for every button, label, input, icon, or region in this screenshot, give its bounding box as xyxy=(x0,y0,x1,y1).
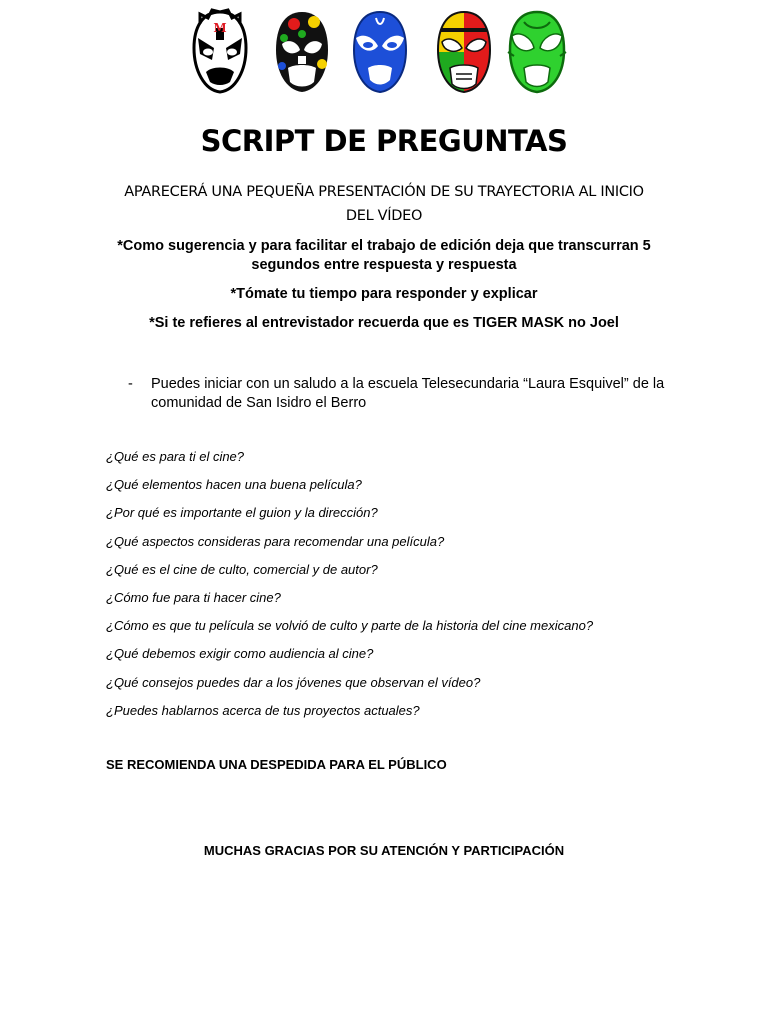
note-interviewer-name: *Si te refieres al entrevistador recuerda que es TIGER MASK no Joel xyxy=(149,315,619,331)
multicolor-spotted-wrestling-mask-icon xyxy=(272,8,332,96)
note-editing-suggestion: *Como sugerencia y para facilitar el trabajo de edición deja que transcurran 5 segundos entre respuesta y respuesta xyxy=(117,238,651,273)
bullet-text: Puedes iniciar con un saludo a la escuela Telesecundaria “Laura Esquivel” de la comunidad de San Isidro el Berro xyxy=(151,376,665,411)
question-item: ¿Qué elementos hacen una buena película? xyxy=(106,477,362,493)
intro-line-2: DEL VÍDEO xyxy=(345,208,423,224)
header-mask-images xyxy=(0,8,768,98)
green-wrestling-mask-icon xyxy=(504,8,570,96)
question-item: ¿Qué aspectos consideras para recomendar una película? xyxy=(106,533,445,549)
blue-wrestling-mask-icon xyxy=(350,8,410,96)
question-item: ¿Cómo fue para ti hacer cine? xyxy=(106,589,281,605)
white-black-wrestling-mask-icon xyxy=(190,8,250,96)
question-item: ¿Qué debemos exigir como audiencia al cine? xyxy=(106,646,374,662)
quartered-wrestling-mask-icon xyxy=(434,8,494,96)
question-item: ¿Qué es el cine de culto, comercial y de autor? xyxy=(106,561,378,577)
bullet-dash: - xyxy=(128,376,133,392)
question-item: ¿Puedes hablarnos acerca de tus proyectos actuales? xyxy=(106,702,420,718)
thanks-message: MUCHAS GRACIAS POR SU ATENCIÓN Y PARTICIPACIÓN xyxy=(203,843,565,858)
questions-list xyxy=(106,448,706,730)
list-item xyxy=(128,375,668,413)
question-item: ¿Cómo es que tu película se volvió de culto y parte de la historia del cine mexicano? xyxy=(106,618,594,634)
question-item: ¿Qué es para ti el cine? xyxy=(106,449,245,464)
question-item: ¿Qué consejos puedes dar a los jóvenes que observan el vídeo? xyxy=(106,674,481,690)
intro-heading xyxy=(100,180,668,228)
farewell-recommendation: SE RECOMIENDA UNA DESPEDIDA PARA EL PÚBLICO xyxy=(106,757,447,772)
note-take-your-time: *Tómate tu tiempo para responder y explicar xyxy=(230,286,538,302)
mask-letter: M xyxy=(213,21,227,35)
page-title: SCRIPT DE PREGUNTAS xyxy=(200,124,568,158)
question-item: ¿Por qué es importante el guion y la dirección? xyxy=(106,505,378,521)
intro-line-1: APARECERÁ UNA PEQUEÑA PRESENTACIÓN DE SU TRAYECTORIA AL INICIO xyxy=(124,184,644,200)
